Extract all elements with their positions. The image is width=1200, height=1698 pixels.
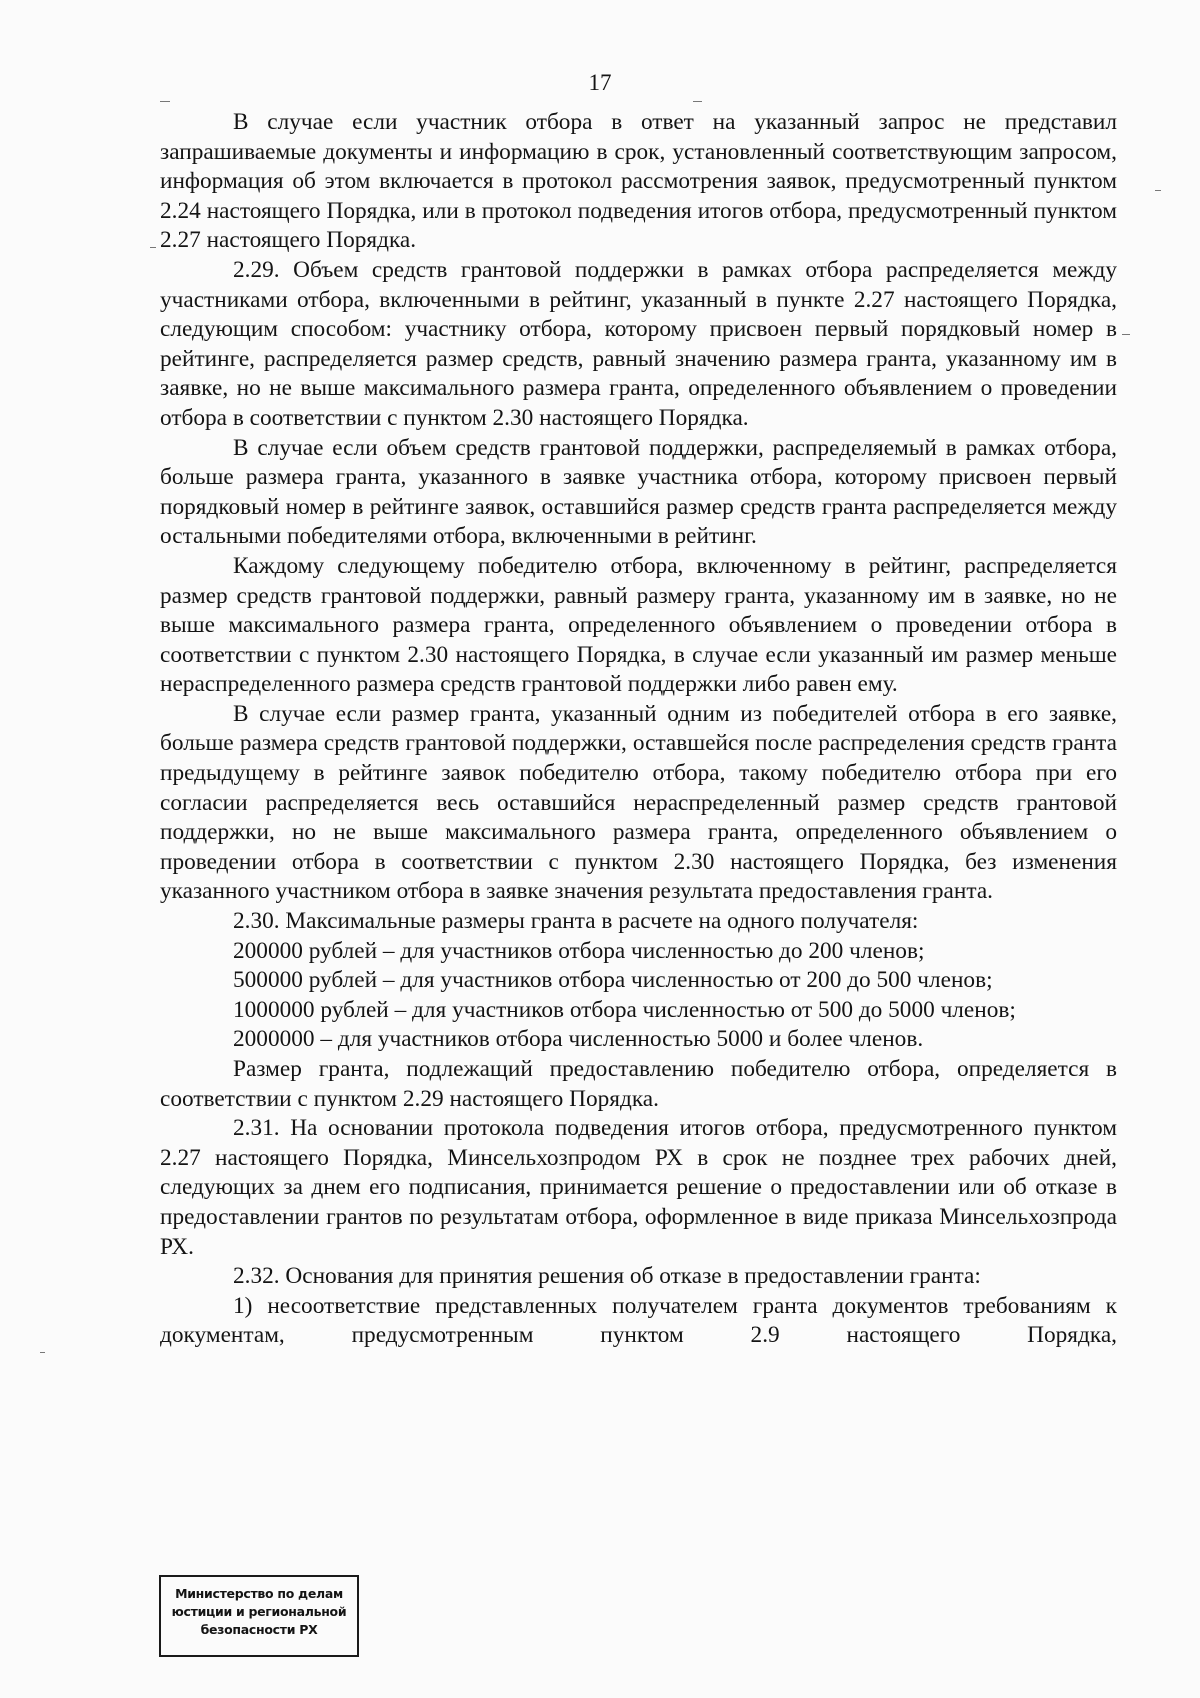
- limit-item-3: 1000000 рублей – для участников отбора численностью от 500 до 5000 членов;: [233, 996, 1016, 1023]
- paragraph-2-32: 2.32. Основания для принятия решения об отказе в предоставлении гранта:: [233, 1263, 981, 1290]
- stamp-line: юстиции и региональной: [171, 1604, 347, 1619]
- limit-item-1: 200000 рублей – для участников отбора численностью до 200 членов;: [233, 937, 925, 964]
- document-body: [160, 108, 1117, 1351]
- paragraph-3: В случае если объем средств грантовой поддержки, распределяемый в рамках отбора, больше размера гранта, указанного в заявке участника отбора, которому присвоен первый порядковый номер в рейтинге заявок, оставшийся размер средств гранта распределяется между остальными победителями отбора, включенными в рейтинг.: [160, 434, 1117, 550]
- scan-speck: [150, 247, 156, 248]
- limit-item-2: 500000 рублей – для участников отбора численностью от 200 до 500 членов;: [233, 967, 993, 994]
- paragraph-2-29: 2.29. Объем средств грантовой поддержки в рамках отбора распределяется между участниками отбора, включенными в рейтинг, указанный в пункте 2.27 настоящего Порядка, следующим способом: участнику отбора, которому присвоен первый порядковый номер в рейтинге, распределяется размер средств, равный значению размера гранта, указанному им в заявке, но не выше максимального размера гранта, определенного объявлением о проведении отбора в соответствии с пунктом 2.30 настоящего Порядка.: [160, 256, 1117, 431]
- stamp-line: безопасности РХ: [200, 1622, 318, 1637]
- page-number: 17: [588, 70, 612, 95]
- refusal-item-1: 1) несоответствие представленных получателем гранта документов требованиям к документам, предусмотренным пунктом 2.9 настоящего Порядка,: [160, 1292, 1117, 1349]
- limit-item-4: 2000000 – для участников отбора численностью 5000 и более членов.: [233, 1026, 924, 1053]
- paragraph-grant-size: Размер гранта, подлежащий предоставлению победителю отбора, определяется в соответствии с пунктом 2.29 настоящего Порядка.: [160, 1056, 1117, 1112]
- scan-speck: [1122, 334, 1130, 335]
- paragraph-4: Каждому следующему победителю отбора, включенному в рейтинг, распределяется размер средств грантовой поддержки, равный размеру гранта, указанному им в заявке, но не выше максимального размера гранта, определенного объявлением о проведении отбора в соответствии с пунктом 2.30 настоящего Порядка, в случае если указанный им размер меньше нераспределенного размера средств грантовой поддержки либо равен ему.: [160, 552, 1117, 698]
- paragraph-5: В случае если размер гранта, указанный одним из победителей отбора в его заявке, больше размера средств грантовой поддержки, оставшейся после распределения средств гранта предыдущему в рейтинге заявок победителю отбора, такому победителю отбора при его согласии распределяется весь оставшийся нераспределенный размер средств грантовой поддержки, но не выше максимального размера гранта, определенного объявлением о проведении отбора в соответствии с пунктом 2.30 настоящего Порядка, без изменения указанного участником отбора в заявке значения результата предоставления гранта.: [160, 700, 1117, 905]
- scan-speck: [40, 1352, 45, 1353]
- paragraph-2-30: 2.30. Максимальные размеры гранта в расчете на одного получателя:: [233, 908, 919, 935]
- paragraph-2-31: 2.31. На основании протокола подведения итогов отбора, предусмотренного пунктом 2.27 настоящего Порядка, Минсельхозпродом РХ в срок не позднее трех рабочих дней, следующих за днем его подписания, принимается решение о предоставлении или об отказе в предоставлении грантов по результатам отбора, оформленное в виде приказа Минсельхозпрода РХ.: [160, 1115, 1117, 1260]
- scan-speck: [693, 101, 702, 102]
- ministry-stamp: [159, 1575, 359, 1657]
- scan-speck: [160, 101, 170, 102]
- stamp-line: Министерство по делам: [175, 1586, 343, 1601]
- paragraph-1: В случае если участник отбора в ответ на указанный запрос не представил запрашиваемые документы и информацию в срок, установленный соответствующим запросом, информация об этом включается в протокол рассмотрения заявок, предусмотренный пунктом 2.24 настоящего Порядка, или в протокол подведения итогов отбора, предусмотренный пунктом 2.27 настоящего Порядка.: [160, 109, 1117, 254]
- scan-speck: [1155, 190, 1161, 191]
